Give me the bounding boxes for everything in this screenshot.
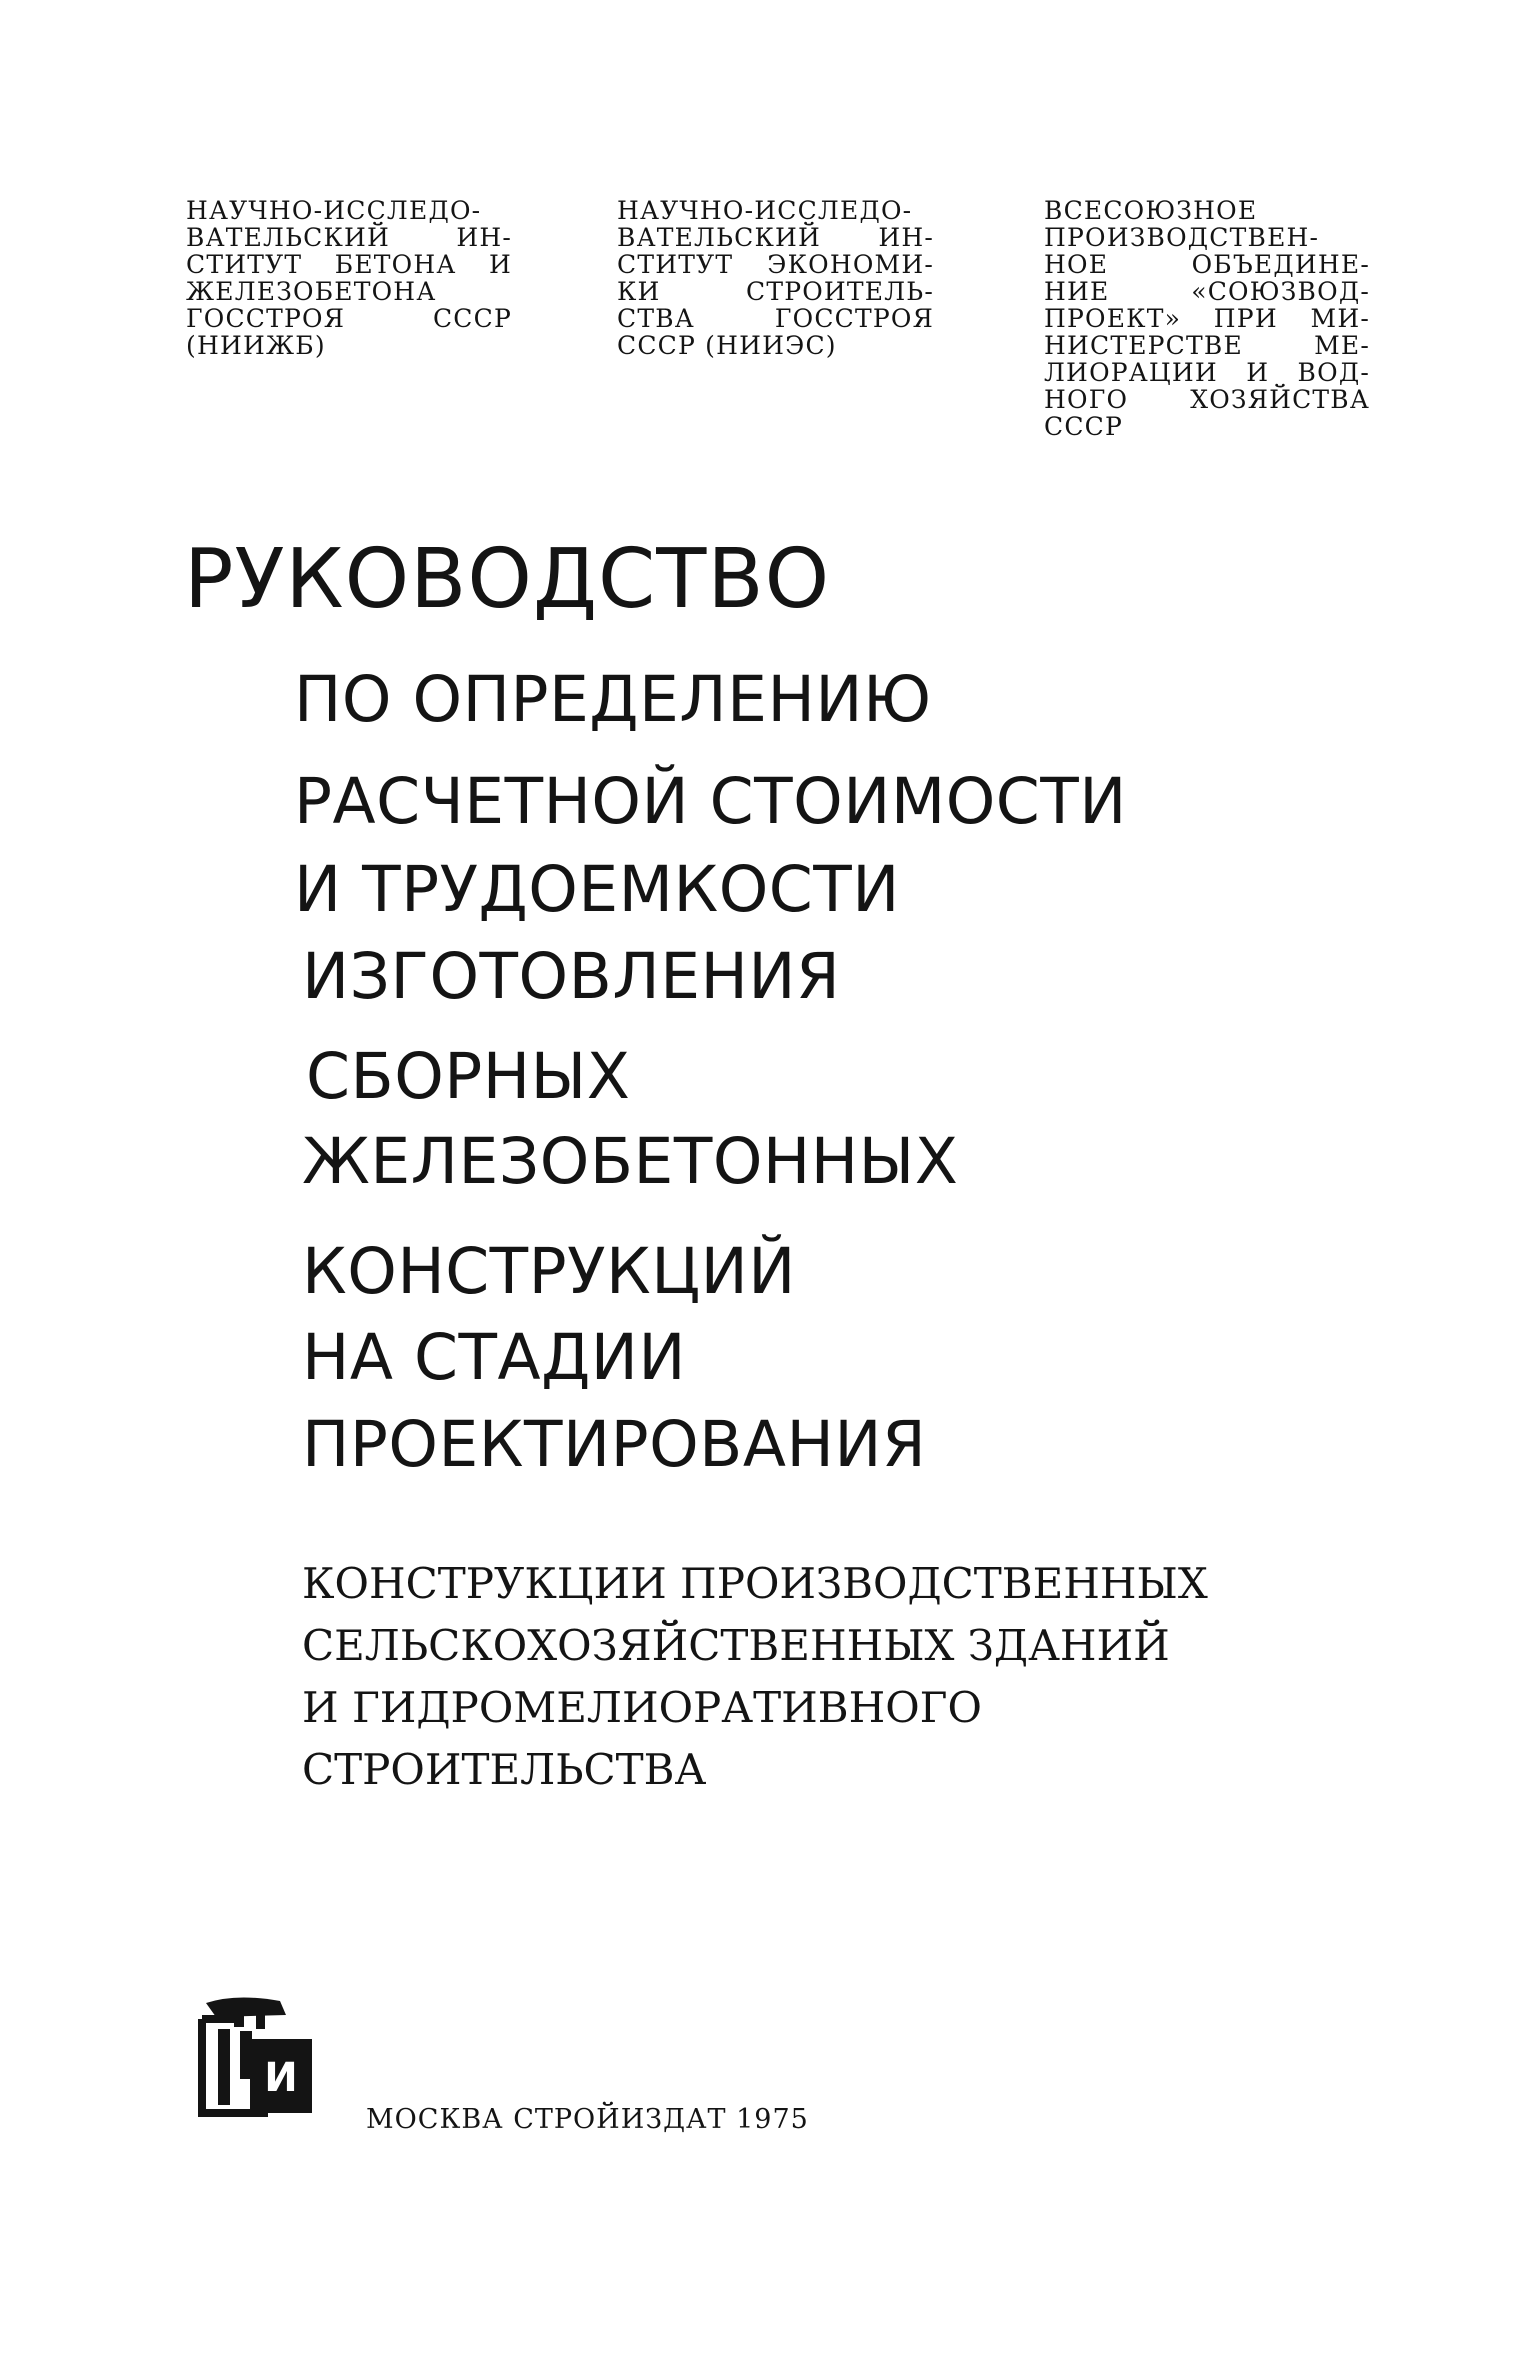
org-line: ВСЕСОЮЗНОЕ <box>1044 196 1258 225</box>
org-line: ЛИОРАЦИИ И ВОД- <box>1044 358 1370 387</box>
title-line: НА СТАДИИ <box>302 1321 687 1394</box>
org-line: НИЕ «СОЮЗВОД- <box>1044 277 1370 306</box>
org-line: ВАТЕЛЬСКИЙ ИН- <box>186 223 512 252</box>
org-line: ЖЕЛЕЗОБЕТОНА <box>186 277 437 306</box>
org-line: КИ СТРОИТЕЛЬ- <box>617 277 934 306</box>
org-line: СССР (НИИЭС) <box>617 331 837 360</box>
org-line: НАУЧНО-ИССЛЕДО- <box>617 196 913 225</box>
organization-niies <box>617 197 934 359</box>
subtitle-line: И ГИДРОМЕЛИОРАТИВНОГО <box>302 1683 982 1732</box>
org-line: (НИИЖБ) <box>186 331 326 360</box>
publisher-logo-icon <box>196 1995 314 2119</box>
org-line: ГОССТРОЯ СССР <box>186 304 512 333</box>
publisher-imprint: МОСКВА СТРОЙИЗДАТ 1975 <box>366 2104 809 2135</box>
org-line: НОЕ ОБЪЕДИНЕ- <box>1044 250 1370 279</box>
title-line: ЖЕЛЕЗОБЕТОННЫХ <box>302 1125 959 1198</box>
title-line: РАСЧЕТНОЙ СТОИМОСТИ <box>294 765 1127 838</box>
document-title: РУКОВОДСТВО <box>184 532 831 627</box>
logo-letter: И <box>264 2055 298 2101</box>
title-line: ПО ОПРЕДЕЛЕНИЮ <box>294 663 932 736</box>
org-line: НОГО ХОЗЯЙСТВА <box>1044 385 1370 414</box>
org-line: ПРОЕКТ» ПРИ МИ- <box>1044 304 1370 333</box>
title-line: СБОРНЫХ <box>306 1040 631 1113</box>
title-line: ИЗГОТОВЛЕНИЯ <box>302 940 841 1013</box>
org-line: СТВА ГОССТРОЯ <box>617 304 934 333</box>
subtitle-line: КОНСТРУКЦИИ ПРОИЗВОДСТВЕННЫХ <box>302 1559 1208 1608</box>
title-line: ПРОЕКТИРОВАНИЯ <box>302 1408 927 1481</box>
document-subtitle <box>302 1553 1208 1801</box>
org-line: НИСТЕРСТВЕ МЕ- <box>1044 331 1370 360</box>
subtitle-line: СТРОИТЕЛЬСТВА <box>302 1745 707 1794</box>
subtitle-line: СЕЛЬСКОХОЗЯЙСТВЕННЫХ ЗДАНИЙ <box>302 1621 1170 1670</box>
title-line: КОНСТРУКЦИЙ <box>302 1235 796 1308</box>
title-line: И ТРУДОЕМКОСТИ <box>294 853 900 926</box>
organization-soyuzvodproekt <box>1044 197 1370 440</box>
org-line: СТИТУТ БЕТОНА И <box>186 250 512 279</box>
org-line: ПРОИЗВОДСТВЕН- <box>1044 223 1320 252</box>
org-line: СТИТУТ ЭКОНОМИ- <box>617 250 934 279</box>
org-line: СССР <box>1044 412 1124 441</box>
org-line: НАУЧНО-ИССЛЕДО- <box>186 196 482 225</box>
org-line: ВАТЕЛЬСКИЙ ИН- <box>617 223 934 252</box>
organization-niizhb <box>186 197 512 359</box>
